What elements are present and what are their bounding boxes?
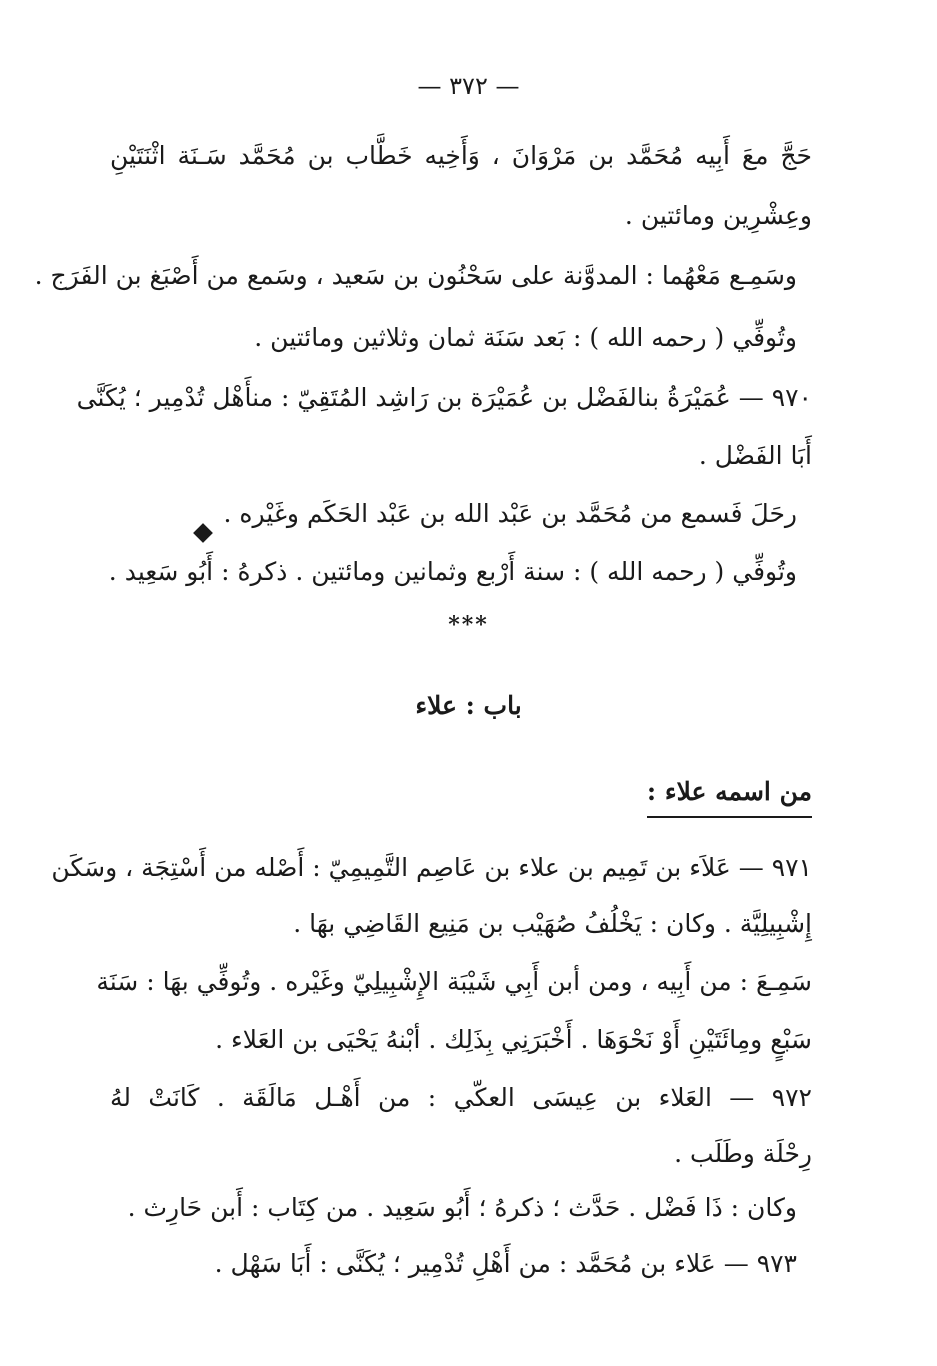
chapter-title: باب : علاء	[415, 691, 522, 720]
section-separator: ***	[448, 612, 489, 638]
text-line: إِشْبِيلِيَّة . وكان : يَخْلُفُ صُهَيْب بن مَنِيع القَاضِي بهَا .	[293, 909, 812, 938]
text-line: وعِشْرِين ومائتين .	[624, 201, 812, 230]
entry-970-line: ٩٧٠ — عُمَيْرَةُ بنالفَضْل بن عُمَيْرَة بن رَاشِد المُتَقِيّ : منأَهْل تُدْمِير ؛ يُكَنَّى	[76, 383, 812, 412]
entry-971-line	[51, 848, 812, 888]
text-line: وتُوفِّي ( رحمه الله ) : بَعد سَنَة ثمان وثلاثين ومائتين .	[254, 323, 797, 352]
text-line: حَجَّ معَ أَبِيه مُحَمَّد بن مَرْوَانَ ، وَأَخِيه خَطَّاب بن مُحَمَّد سَـنَة اثْنَتَيْنِ	[110, 141, 812, 170]
entry-number: ٩٧١ —	[730, 853, 812, 882]
text-line: سَبْعٍ ومِائَتَيْنِ أَوْ نَحْوَهَا . أَخْبَرَنِي بِذَلِك . أبْنهُ يَحْيَى بن العَلاء .	[215, 1025, 812, 1054]
entry-text: عَلاَء بن تَمِيم بن علاء بن عَاصِم التَّمِيمِيّ : أَصْله من أَسْتِجَة ، وسَكَن	[51, 853, 731, 882]
text-line: سَمِـعَ : من أَبِيه ، ومن أبن أَبِي شَيْبَة الإِشْبِيلِيّ وغَيْره . وتُوفِّي بهَا : سَنَة	[96, 967, 812, 996]
text-line: رِحْلَة وطَلَب .	[674, 1139, 812, 1168]
entry-973-line: ٩٧٣ — عَلاء بن مُحَمَّد : من أَهْلِ تُدْمِير ؛ يُكَنَّى : أَبَا سَهْل .	[214, 1249, 797, 1278]
section-heading: من اسمه علاء :	[647, 772, 812, 818]
page-number: — ٣٧٢ —	[417, 72, 520, 100]
entry-972-line: ٩٧٢ — العَلاء بن عِيسَى العكّي : من أَهْـل مَالَقَة . كَانَتْ لهُ	[110, 1083, 812, 1112]
text-line: وكان : ذَا فَضْل . حَدَّث ؛ ذكرهُ ؛ أَبُو سَعِيد . من كِتَاب : أَبن حَارِث .	[127, 1193, 797, 1222]
text-line: رحَلَ فَسمع من مُحَمَّد بن عَبْد الله بن عَبْد الحَكَم وغَيْره .	[223, 499, 797, 528]
text-line: وسَمِـع مَعْهُما : المدوَّنة على سَحْنُون بن سَعيد ، وسَمع من أَصْبَغ بن الفَرَج .	[34, 261, 797, 290]
text-line: وتُوفِّي ( رحمه الله ) : سنة أَرْبع وثمانين ومائتين . ذكرهُ : أَبُو سَعِيد .	[108, 557, 797, 586]
text-line: أَبَا الفَضْل .	[698, 441, 812, 470]
